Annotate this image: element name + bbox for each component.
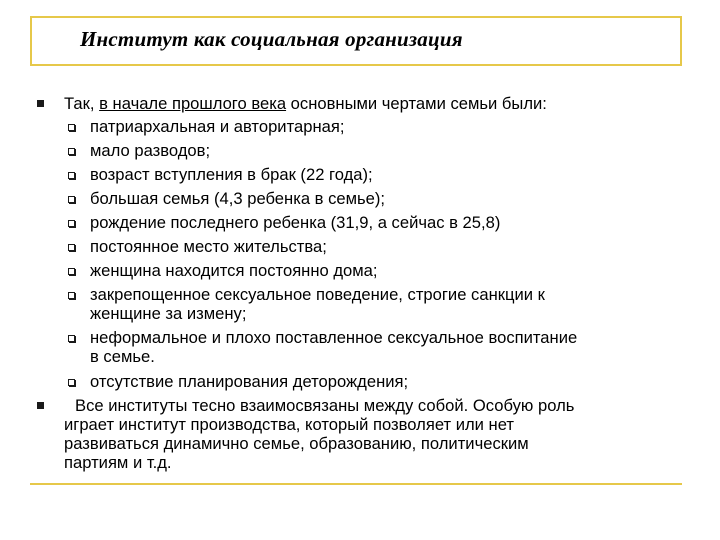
sub-bullet-icon bbox=[68, 335, 75, 342]
list-item: большая семья (4,3 ребенка в семье); bbox=[90, 189, 386, 208]
intro-prefix: Так, bbox=[64, 94, 100, 113]
sub-bullet-icon bbox=[68, 196, 75, 203]
list-item: возраст вступления в брак (22 года); bbox=[90, 165, 373, 184]
intro-underlined: в начале прошлого века bbox=[99, 94, 287, 113]
paragraph-line: партиям и т.д. bbox=[64, 453, 172, 472]
sub-bullet-icon bbox=[68, 292, 75, 299]
bullet-marker bbox=[37, 402, 44, 409]
bottom-border-line bbox=[30, 483, 682, 485]
sub-bullet-icon bbox=[68, 220, 75, 227]
sub-bullet-icon bbox=[68, 172, 75, 179]
bullet-marker bbox=[37, 100, 44, 107]
slide-title: Институт как социальная организация bbox=[80, 27, 463, 51]
paragraph-line: Все институты тесно взаимосвязаны между собой. Особую роль bbox=[75, 396, 575, 415]
sub-bullet-icon bbox=[68, 148, 75, 155]
sub-bullet-icon bbox=[68, 268, 75, 275]
paragraph-line: играет институт производства, который позволяет или нет bbox=[64, 415, 514, 434]
intro-suffix: основными чертами семьи были: bbox=[286, 94, 547, 113]
list-item: отсутствие планирования деторождения; bbox=[90, 372, 409, 391]
list-item-continuation: в семье. bbox=[90, 347, 155, 366]
intro-line bbox=[64, 94, 547, 113]
list-item: мало разводов; bbox=[90, 141, 211, 160]
sub-bullet-icon bbox=[68, 124, 75, 131]
list-item: патриархальная и авторитарная; bbox=[90, 117, 345, 136]
list-item: рождение последнего ребенка (31,9, а сейчас в 25,8) bbox=[90, 213, 501, 232]
list-item-continuation: женщине за измену; bbox=[90, 304, 247, 323]
list-item: закрепощенное сексуальное поведение, строгие санкции к bbox=[90, 285, 545, 304]
paragraph-line: развиваться динамично семье, образованию, политическим bbox=[64, 434, 529, 453]
sub-bullet-icon bbox=[68, 379, 75, 386]
list-item: постоянное место жительства; bbox=[90, 237, 327, 256]
list-item: неформальное и плохо поставленное сексуальное воспитание bbox=[90, 328, 578, 347]
sub-bullet-icon bbox=[68, 244, 75, 251]
list-item: женщина находится постоянно дома; bbox=[90, 261, 378, 280]
